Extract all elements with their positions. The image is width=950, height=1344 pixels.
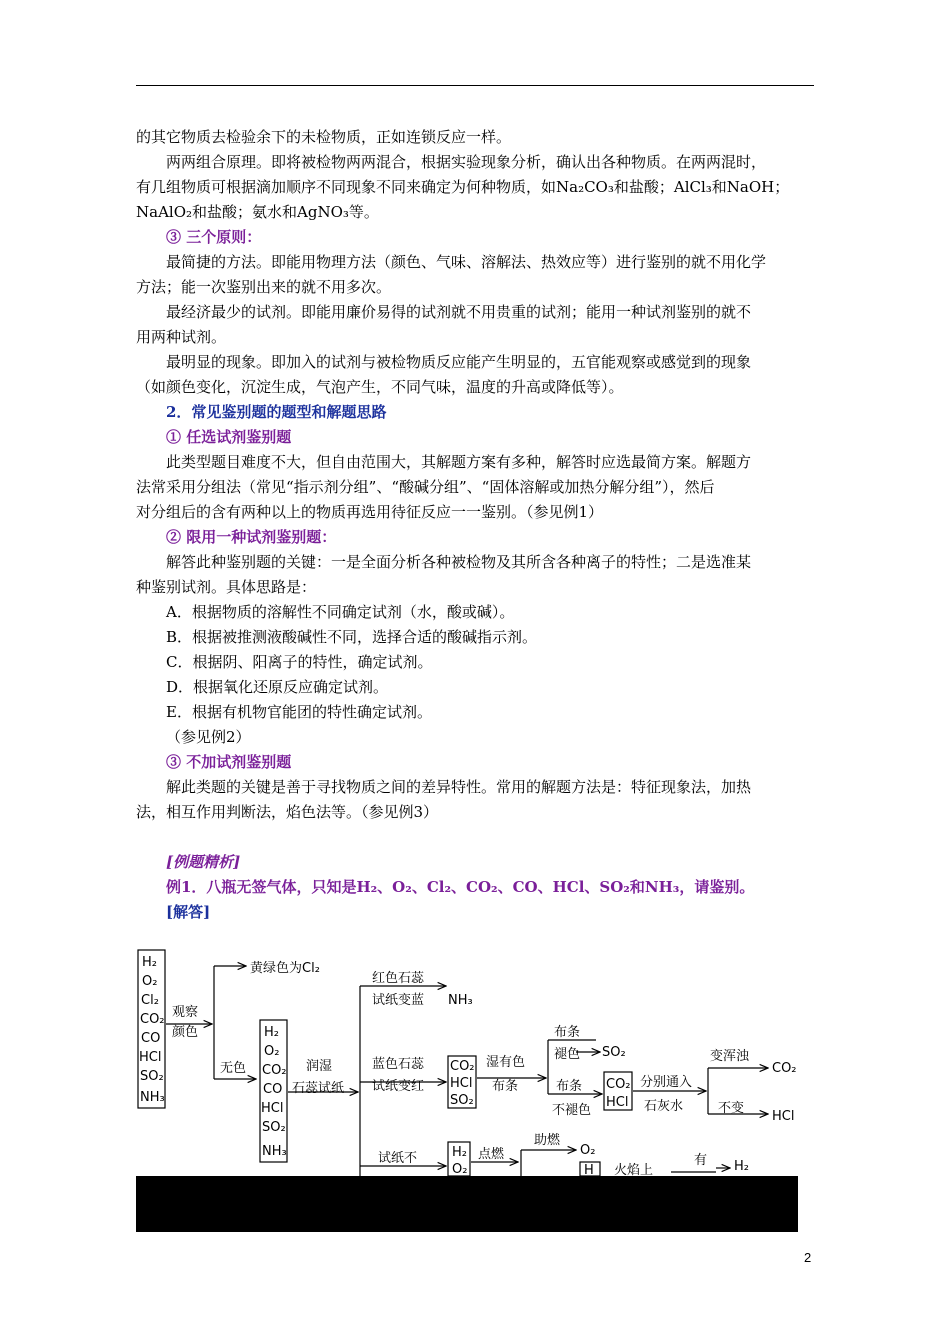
paragraph-line: 最经济最少的试剂。即能用廉价易得的试剂就不用贵重的试剂；能用一种试剂鉴别的就不: [166, 303, 752, 321]
box6-item: H: [584, 1163, 594, 1176]
o2-result: O₂: [580, 1143, 596, 1158]
box5-item: O₂: [452, 1162, 468, 1176]
box3-item: HCl: [450, 1076, 473, 1091]
example-heading: [例题精析]: [166, 853, 241, 871]
lime-water-label: 分别通入: [640, 1075, 693, 1090]
blue-litmus-label: 试纸变红: [372, 1079, 425, 1094]
box2-item: NH₃: [262, 1144, 287, 1159]
red-litmus-label: 红色石蕊: [372, 971, 425, 986]
section-heading: ③ 不加试剂鉴别题: [166, 753, 292, 771]
paragraph-line: （如颜色变化，沉淀生成，气泡产生，不同气味，温度的升高或降低等）。: [136, 378, 624, 396]
box1-item: CO: [141, 1031, 161, 1046]
paragraph-line: 最简捷的方法。即能用物理方法（颜色、气味、溶解法、热效应等）进行鉴别的就不用化学: [166, 253, 767, 271]
box3-item: CO₂: [450, 1059, 475, 1074]
wet-cloth-label: 布条: [492, 1079, 519, 1094]
example-question: 例1．八瓶无签气体，只知是H₂、O₂、Cl₂、CO₂、CO、HCl、SO₂和NH₃，请鉴别。: [166, 878, 755, 896]
so2-result: SO₂: [602, 1045, 626, 1060]
turbid-label: 变浑浊: [710, 1049, 750, 1064]
paragraph-line: 两两组合原理。即将被检物两两混合，根据实验现象分析，确认出各种物质。在两两混时，: [166, 153, 767, 171]
list-item: D．根据氧化还原反应确定试剂。: [166, 678, 389, 696]
has-label: 有: [694, 1153, 708, 1168]
cloth-bleach-label: 褪色: [554, 1047, 581, 1062]
paragraph-line: 此类型题目难度不大，但自由范围大，其解题方案有多种，解答时应选最简方案。解题方: [166, 453, 752, 471]
yellow-green-label: 黄绿色为Cl₂: [250, 961, 320, 976]
box2-item: CO: [263, 1082, 283, 1097]
red-litmus-label: 试纸变蓝: [372, 993, 425, 1008]
paragraph-line: （参见例2）: [166, 728, 251, 746]
box2-item: HCl: [261, 1101, 284, 1116]
paragraph-line: 解答此种鉴别题的关键：一是全面分析各种被检物及其所含各种离子的特性；二是选准某: [166, 553, 752, 571]
observe-label: 观察: [172, 1005, 199, 1020]
box1-item: SO₂: [140, 1069, 164, 1084]
paragraph-line: 种鉴别试剂。具体思路是：: [136, 578, 317, 596]
wet-litmus-label: 石蕊试纸: [292, 1081, 345, 1096]
hcl-result: HCl: [772, 1109, 795, 1124]
cloth-bleach-label: 布条: [554, 1025, 581, 1040]
box2-item: SO₂: [262, 1120, 286, 1135]
box1-item: Cl₂: [141, 993, 159, 1008]
box1-item: O₂: [142, 974, 158, 989]
nh3-result: NH₃: [448, 993, 473, 1008]
ignite-label: 点燃: [478, 1147, 505, 1162]
paragraph-line: 用两种试剂。: [136, 328, 227, 346]
redaction-bar: [136, 1176, 798, 1232]
section-heading: ② 限用一种试剂鉴别题：: [166, 528, 337, 546]
paragraph-line: 法，相互作用判断法，焰色法等。（参见例3）: [136, 803, 439, 821]
h2-result: H₂: [734, 1159, 749, 1174]
list-item: C．根据阴、阳离子的特性，确定试剂。: [166, 653, 433, 671]
answer-heading: [解答]: [166, 903, 211, 921]
wet-litmus-label: 润湿: [306, 1059, 333, 1074]
support-label: 助燃: [534, 1133, 561, 1148]
paper-no-change-label: 试纸不: [378, 1151, 418, 1166]
box5-item: H₂: [452, 1145, 467, 1160]
paragraph-line: 最明显的现象。即加入的试剂与被检物质反应能产生明显的，五官能观察或感觉到的现象: [166, 353, 752, 371]
blue-litmus-label: 蓝色石蕊: [372, 1057, 425, 1072]
box4-item: CO₂: [606, 1077, 631, 1092]
section-heading: ① 任选试剂鉴别题: [166, 428, 292, 446]
flame-label: 火焰上: [614, 1163, 654, 1176]
box2-item: O₂: [264, 1044, 280, 1059]
identification-flowchart: [136, 944, 800, 1176]
box2-item: H₂: [264, 1025, 279, 1040]
section-heading: 2．常见鉴别题的题型和解题思路: [166, 403, 387, 421]
observe-label: 颜色: [172, 1025, 199, 1040]
paragraph-line: 法常采用分组法（常见“指示剂分组”、“酸碱分组”、“固体溶解或加热分解分组”），然后: [136, 478, 715, 496]
header-rule: [136, 85, 814, 86]
list-item: E．根据有机物官能团的特性确定试剂。: [166, 703, 432, 721]
paragraph-line: 对分组后的含有两种以上的物质再选用待征反应一一鉴别。（参见例1）: [136, 503, 604, 521]
box1-item: CO₂: [140, 1012, 165, 1027]
box2-item: CO₂: [262, 1063, 287, 1078]
unchanged-label: 不变: [718, 1101, 745, 1116]
box3-item: SO₂: [450, 1093, 474, 1108]
lime-water-label: 石灰水: [644, 1099, 684, 1114]
wet-cloth-label: 湿有色: [486, 1055, 526, 1070]
page-number: 2: [804, 1250, 812, 1265]
colorless-label: 无色: [220, 1061, 247, 1076]
box4-item: HCl: [606, 1095, 629, 1110]
co2-result: CO₂: [772, 1061, 797, 1076]
paragraph-line: NaAlO₂和盐酸；氨水和AgNO₃等。: [136, 203, 379, 221]
box1-item: H₂: [142, 955, 157, 970]
cloth-no-bleach-label: 布条: [556, 1079, 583, 1094]
paragraph-line: 有几组物质可根据滴加顺序不同现象不同来确定为何种物质，如Na₂CO₃和盐酸；AlCl₃和NaOH；: [136, 178, 790, 196]
cloth-no-bleach-label: 不褪色: [552, 1103, 592, 1118]
list-item: B．根据被推测液酸碱性不同，选择合适的酸碱指示剂。: [166, 628, 538, 646]
paragraph-line: 的其它物质去检验余下的未检物质，正如连锁反应一样。: [136, 128, 512, 146]
box1-item: NH₃: [140, 1090, 165, 1105]
section-heading: ③ 三个原则：: [166, 228, 262, 246]
paragraph-line: 解此类题的关键是善于寻找物质之间的差异特性。常用的解题方法是：特征现象法，加热: [166, 778, 752, 796]
box1-item: HCl: [139, 1050, 162, 1065]
list-item: A．根据物质的溶解性不同确定试剂（水，酸或碱）。: [166, 603, 515, 621]
paragraph-line: 方法；能一次鉴别出来的就不用多次。: [136, 278, 392, 296]
